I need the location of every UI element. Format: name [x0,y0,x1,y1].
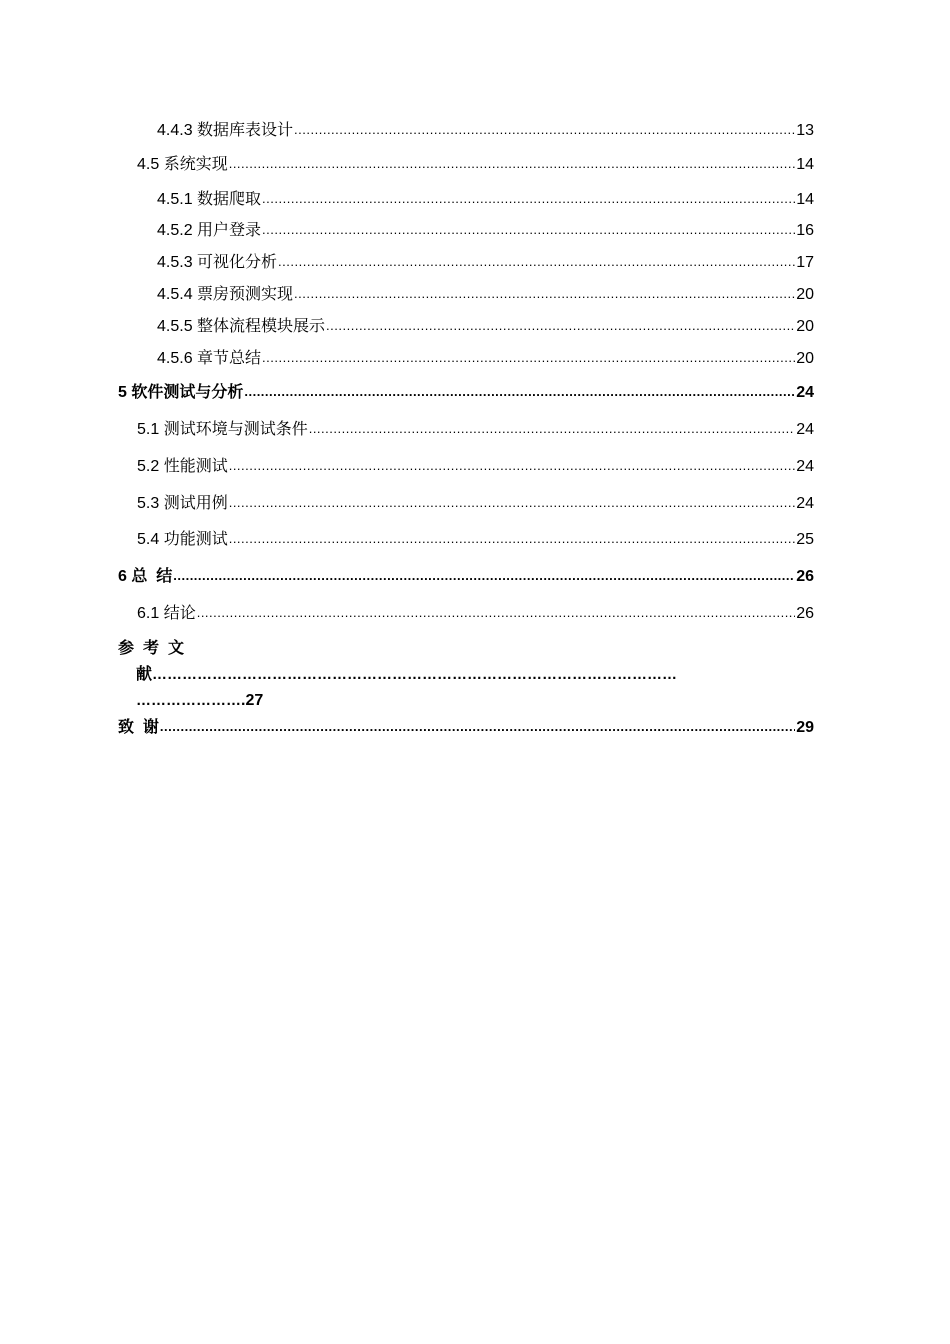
toc-entry-title: 4.5.5 整体流程模块展示 [157,318,326,335]
toc-entry-4-5-2[interactable] [157,221,814,241]
toc-entry-page: 20 [796,286,814,303]
toc-entry-page: 13 [796,122,814,139]
toc-entry-4-5-3[interactable] [157,253,814,273]
references-title-char: 献 [136,666,153,683]
toc-entry-5-3[interactable] [137,494,814,514]
toc-entry-page: 24 [796,458,814,475]
toc-leader-dots [294,284,795,304]
toc-leader-dots [309,419,796,439]
toc-entry-4-5-6[interactable] [157,349,814,369]
toc-entry-4-5-5[interactable] [157,317,814,337]
toc-leader-dots [160,717,795,737]
toc-entry-4-5[interactable] [137,155,814,175]
references-page: .27 [241,692,264,709]
toc-entry-page: 17 [796,254,814,271]
toc-leader-dots [262,348,795,368]
toc-entry-title: 5.2 性能测试 [137,458,228,475]
toc-leader-dots [229,529,796,549]
references-title-line2 [118,662,828,688]
toc-entry-page: 24 [796,495,814,512]
toc-leader-dots [173,566,795,586]
toc-entry-title: 4.5.4 票房预测实现 [157,286,294,303]
toc-entry-5[interactable] [118,383,814,403]
toc-entry-page: 26 [796,605,814,622]
toc-entry-title: 4.5.2 用户登录 [157,222,262,239]
toc-leader-dots [262,189,795,209]
toc-leader-dots [229,154,796,174]
toc-leader-dots [229,493,796,513]
toc-entry-4-4-3[interactable] [157,121,814,141]
toc-entry-title: 5.4 功能测试 [137,531,228,548]
toc-entry-title: 4.5.3 可视化分析 [157,254,278,271]
toc-entry-page: 16 [796,222,814,239]
references-leader-dots: …………………………………………………………………………………………… [152,666,678,683]
toc-entry-title: 4.5.1 数据爬取 [157,191,262,208]
toc-entry-title: 5.1 测试环境与测试条件 [137,421,308,438]
toc-entry-4-5-1[interactable] [157,190,814,210]
toc-entry-title: 5 软件测试与分析 [118,384,244,401]
toc-leader-dots [244,382,795,402]
toc-entry-6[interactable] [118,567,814,587]
toc-entry-acknowledgements[interactable] [118,718,814,738]
toc-entry-page: 14 [796,156,814,173]
toc-entry-title: 致 谢 [118,719,159,736]
toc-entry-title: 6.1 结论 [137,605,196,622]
references-title-line3 [118,688,828,714]
toc-entry-page: 24 [796,384,814,401]
toc-entry-title: 4.5 系统实现 [137,156,228,173]
toc-entry-5-1[interactable] [137,420,814,440]
toc-entry-page: 29 [796,719,814,736]
toc-entry-page: 24 [796,421,814,438]
toc-leader-dots [294,120,795,140]
toc-entry-page: 26 [796,568,814,585]
toc-entry-page: 20 [796,350,814,367]
toc-entry-page: 14 [796,191,814,208]
toc-leader-dots [326,316,795,336]
toc-entry-title: 6 总 结 [118,568,173,585]
toc-leader-dots [262,220,795,240]
toc-entry-title: 4.5.6 章节总结 [157,350,262,367]
references-title-part: 参考文 [118,640,194,657]
references-leader-dots-end: ………………… [136,692,241,709]
toc-entry-title: 5.3 测试用例 [137,495,228,512]
toc-entry-4-5-4[interactable] [157,285,814,305]
toc-entry-5-2[interactable] [137,457,814,477]
toc-leader-dots [278,252,795,272]
toc-entry-page: 20 [796,318,814,335]
toc-entry-references[interactable] [118,636,828,714]
toc-entry-5-4[interactable] [137,530,814,550]
toc-entry-6-1[interactable] [137,604,814,624]
toc-leader-dots [197,603,796,623]
toc-entry-title: 4.4.3 数据库表设计 [157,122,294,139]
toc-entry-page: 25 [796,531,814,548]
toc-leader-dots [229,456,796,476]
